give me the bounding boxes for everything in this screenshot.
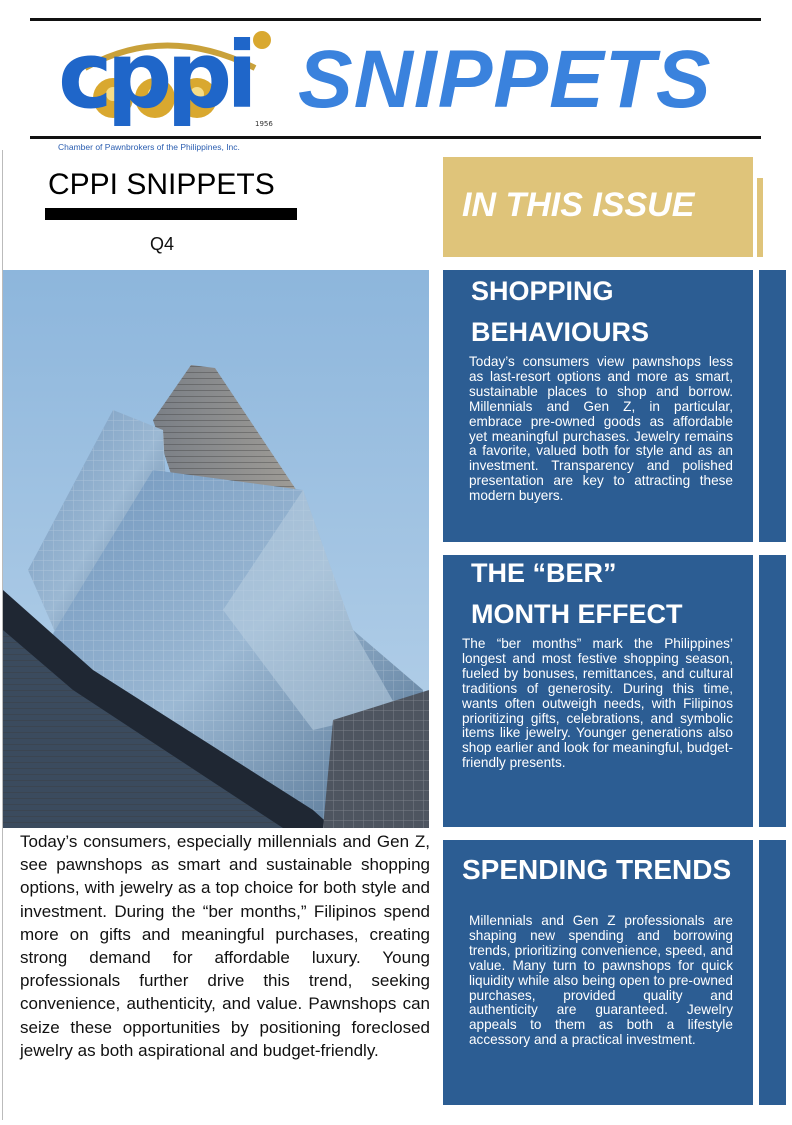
banner-side-bar [753,178,763,257]
building-photo [3,270,429,828]
article-title-line2: MONTH EFFECT [471,599,683,629]
in-this-issue-title: IN THIS ISSUE [462,186,695,224]
card-side-bar [759,840,786,1105]
article-ber-month-effect [443,555,753,827]
title-underline-bar [45,208,297,220]
card-side-bar [759,555,786,827]
article-title-line2: BEHAVIOURS [471,317,650,347]
logo-wordmark: cppi [58,22,252,129]
quarter-label: Q4 [150,234,175,254]
article-spending-trends [443,840,753,1105]
article-shopping-behaviours [443,270,753,542]
masthead-title: SNIPPETS [298,34,712,125]
organization-name: Chamber of Pawnbrokers of the Philippines, Inc. [58,142,240,152]
article-title-line1: THE “BER” [471,558,617,588]
intro-body-text: Today’s consumers, especially millennials and Gen Z, see pawnshops as smart and sustainable shopping options, with jewelry as a top choice for both style and investment. During the “ber months,” Filipinos spend more on gifts and meaningful purchases, creating strong demand for affordable luxury. Young professionals further drive this trend, seeking convenience, authenticity, and value. Pawnshops can seize these opportunities by positioning foreclosed jewelry as both aspirational and budget-friendly. [20,832,430,1060]
article-text: The “ber months” mark the Philippines’ longest and most festive shopping season, fueled by bonuses, remittances, and cultural traditions of generosity. During this time, wants often outweigh needs, with Filipinos prioritizing gifts, celebrations, and symbolic items like jewelry. Younger generations also shop earlier and look for meaningful, budget-friendly presents. [462,636,733,771]
article-text: Today’s consumers view pawnshops less as last-resort options and more as smart, sustainable places to shop and borrow. Millennials and Gen Z, in particular, embrace pre-owned goods as affordable yet meaningful purchases. Jewelry remains a favorite, valued both for style and as an investment. Transparency and polished presentation are key to attracting these modern buyers. [469,354,733,504]
header-bottom-rule [30,136,761,139]
article-text: Millennials and Gen Z professionals are shaping new spending and borrowing trends, prioritizing convenience, speed, and value. Many turn to pawnshops for quick liquidity while also being open to pre-owned purchases, provided quality and authenticity are guaranteed. Jewelry appeals to them as both a lifestyle accessory and a practical investment. [469,913,733,1048]
article-title-line1: SHOPPING [471,276,614,306]
logo-year: 1956 [255,120,273,128]
document-title: CPPI SNIPPETS [48,168,275,201]
card-side-bar [759,270,786,542]
top-rule [30,18,761,21]
article-title: SPENDING TRENDS [462,854,732,885]
